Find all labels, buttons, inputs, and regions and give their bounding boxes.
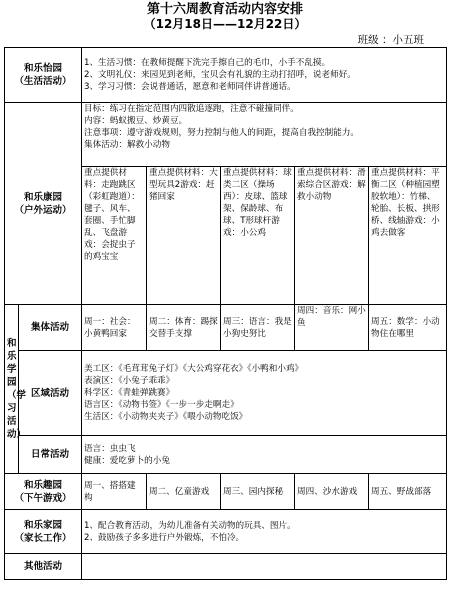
outdoor-zone-1: 重点提供材料：走跑跳区（彩虹跑道）：毽子、风车、套圈、手忙脚乱、飞盘游戏：会捉虫子的鸡宝宝 [82, 167, 147, 305]
other-header: 其他活动 [5, 554, 82, 580]
other-content [82, 554, 447, 580]
family-content [82, 510, 447, 554]
collective-header: 集体活动 [19, 305, 82, 351]
daily-header: 日常活动 [19, 436, 82, 474]
outdoor-zone-3: 重点提供材料：球类二区（操场西）：皮球、篮球架、保龄球、布球、T形球杆游戏：小公鸡 [221, 167, 295, 305]
row-afternoon [5, 474, 447, 510]
afternoon-day-3: 周三、园内探秘 [221, 474, 295, 510]
afternoon-day-1: 周一、搭搭建构 [82, 474, 147, 510]
daily-content [82, 436, 447, 474]
life-line: 2、文明礼仪：来园见到老师，宝贝会有礼貌的主动打招呼，说老师好。 [84, 70, 356, 80]
row-study-area [5, 351, 447, 436]
outdoor-goal: 目标：练习在指定范围内四散追逐跑，注意不碰撞同伴。 [84, 104, 299, 114]
study-header: 和乐学园（学习活动） [5, 305, 19, 474]
collective-day-2: 周二：体育：踢探交替手支撑 [147, 305, 221, 351]
row-other [5, 554, 447, 580]
area-line: 美工区：《毛茸茸兔子灯》《大公鸡穿花衣》《小鸭和小鸡》 [84, 364, 304, 374]
afternoon-day-5: 周五、野战部落 [369, 474, 447, 510]
collective-day-3: 周三：语言：我是小狗史努比 [221, 305, 295, 351]
area-line: 表演区：《小兔子乖乖》 [84, 376, 175, 386]
row-outdoor-intro [5, 103, 447, 167]
daily-line: 健康：爱吃萝卜的小兔 [84, 455, 170, 466]
row-study-daily [5, 436, 447, 474]
outdoor-intro [82, 103, 447, 167]
family-line: 1、配合教育活动，为幼儿准备有关动物的玩具、图片。 [84, 520, 296, 531]
life-content [82, 48, 447, 103]
schedule-table [4, 47, 447, 580]
afternoon-day-4: 周四、沙水游戏 [295, 474, 369, 510]
row-study-collective [5, 305, 447, 351]
collective-day-4: 周四：音乐：网小鱼 [295, 305, 369, 351]
area-line: 语言区：《动物书签》《一步一步走啊走》 [84, 400, 239, 410]
life-line: 1、生活习惯：在教师提醒下洗完手擦自己的毛巾，小手不乱摸。 [84, 58, 331, 68]
document-date-range: （12月18日——12月22日） [143, 17, 307, 31]
row-family [5, 510, 447, 554]
outdoor-header: 和乐康园 （户外运动） [5, 103, 82, 305]
outdoor-zone-5: 重点提供材料：平衡二区（种植园塑胶软地）：竹梯、轮胎、长板、拱形桥、线轴游戏：小鸡去做客 [369, 167, 447, 305]
outdoor-group-activity: 集体活动：解救小动物 [84, 140, 170, 150]
life-header: 和乐怡园 （生活活动） [5, 48, 82, 103]
document-page [0, 2, 450, 602]
family-header: 和乐家园 （家长工作） [5, 510, 82, 554]
afternoon-day-2: 周二、亿童游戏 [147, 474, 221, 510]
class-label: 班级 ：小五班 [357, 34, 424, 46]
area-content [82, 351, 447, 436]
area-line: 生活区：《小动物夹夹子》《喂小动物吃饭》 [84, 412, 248, 422]
area-line: 科学区：《青蛙弹跳赛》 [84, 388, 175, 398]
outdoor-zone-2: 重点提供材料：大型玩具2游戏：赶猪回家 [147, 167, 221, 305]
afternoon-header: 和乐趣园 （下午游戏） [5, 474, 82, 510]
collective-day-5: 周五：数学：小动物住在哪里 [369, 305, 447, 351]
row-life [5, 48, 447, 103]
area-header: 区域活动 [19, 351, 82, 436]
document-title: 第十六周教育活动内容安排 [146, 2, 303, 17]
life-line: 3、学习习惯：会说普通话，愿意和老师同伴讲普通话。 [84, 82, 296, 92]
outdoor-notes: 注意事项：遵守游戏规则，努力控制与他人的间距，提高自我控制能力。 [84, 128, 360, 138]
family-line: 2、鼓励孩子多多进行户外锻炼，不怕冷。 [84, 532, 245, 543]
outdoor-zone-4: 重点提供材料：滑索综合区游戏：解救小动物 [295, 167, 369, 305]
collective-day-1: 周一：社会：小黄鸭回家 [82, 305, 147, 351]
daily-line: 语言：虫虫飞 [84, 443, 136, 454]
outdoor-content: 内容：蚂蚁搬豆、炒黄豆。 [84, 116, 188, 126]
